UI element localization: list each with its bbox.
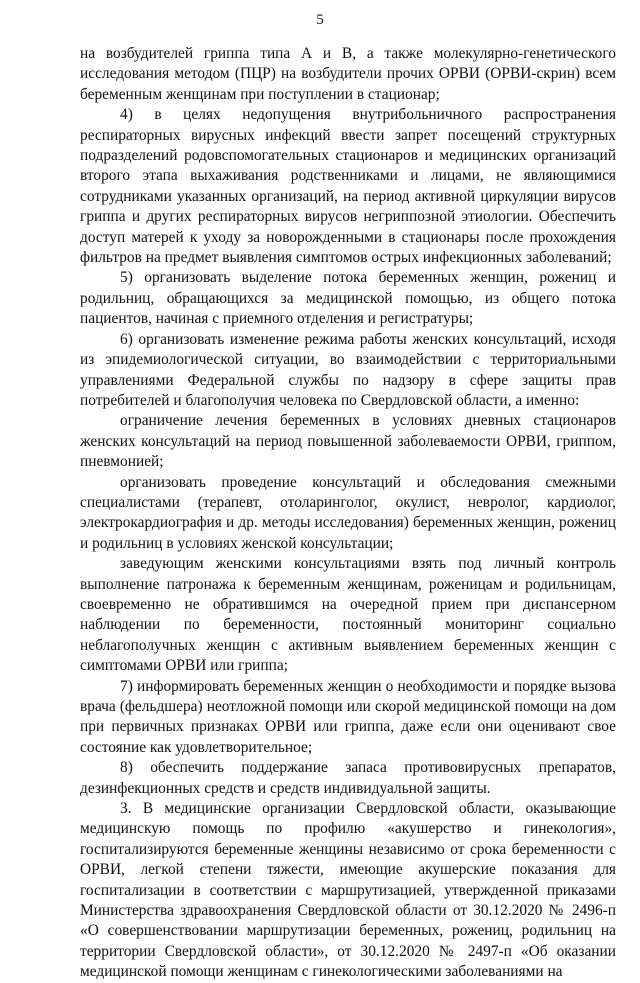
paragraph-item-6: 6) организовать изменение режима работы женских консультаций, исходя из эпидемиологической ситуации, во взаимодействии с территориальными управлениями Федеральной службы по надзору в сфере защиты прав потребителей и благополучия человека по Свердловской области, а именно: (80, 330, 616, 409)
paragraph-item-8: 8) обеспечить поддержание запаса противовирусных препаратов, дезинфекционных средств и средств индивидуальной защиты. (80, 759, 616, 797)
paragraph-item-4: 4) в целях недопущения внутрибольничного распространения респираторных вирусных инфекций ввести запрет посещений структурных подразделений родовспомогательных стационаров и медицинских организаций второго этапа выхаживания родственниками и лицами, не являющимися сотрудниками указанных организаций, на период активной циркуляции вирусов гриппа и других респираторных вирусов негриппозной этиологии. Обеспечить доступ матерей к уходу за новорожденными в стационары после прохождения фильтров на предмет выявления симптомов острых инфекционных заболеваний; (80, 106, 616, 267)
page-number: 5 (316, 12, 324, 28)
paragraph-item-7: 7) информировать беременных женщин о необходимости и порядке вызова врача (фельдшера) неотложной помощи или скорой медицинской помощи на дом при первичных признаках ОРВИ или гриппа, даже если они оценивают свое состояние как удовлетворительное; (80, 677, 616, 756)
paragraph-continuation: на возбудителей гриппа типа А и В, а также молекулярно-генетического исследования методом (ПЦР) на возбудители прочих ОРВИ (ОРВИ-скрин) всем беременным женщинам при поступлении в стационар; (80, 45, 616, 103)
paragraph-item-6-sub-2: организовать проведение консультаций и обследования смежными специалистами (терапевт, отоларинголог, окулист, невролог, кардиолог, электрокардиография и др. методы исследования) беременных женщин, рожениц и родильниц в условиях женской консультации; (80, 473, 616, 552)
document-body (80, 44, 616, 983)
paragraph-item-5: 5) организовать выделение потока беременных женщин, рожениц и родильниц, обращающихся за медицинской помощью, из общего потока пациентов, начиная с приемного отделения и регистратуры; (80, 269, 616, 328)
paragraph-item-6-sub-3: заведующим женскими консультациями взять под личный контроль выполнение патронажа к беременным женщинам, роженицам и родильницам, своевременно не обратившимся на очередной прием при диспансерном наблюдении по беременности, постоянный мониторинг социально неблагополучных женщин с активным выявлением беременных женщин с симптомами ОРВИ или гриппа; (80, 555, 616, 675)
paragraph-section-3: 3. В медицинские организации Свердловской области, оказывающие медицинскую помощь по профилю «акушерство и гинекология», госпитализируются беременные женщины независимо от срока беременности с ОРВИ, легкой степени тяжести, имеющие акушерские показания для госпитализации в соответствии с маршрутизацией, утвержденной приказами Министерства здравоохранения Свердловской области от 30.12.2020 № 2496-п «О совершенствовании маршрутизации беременных, рожениц, родильниц на территории Свердловской области», от 30.12.2020 № 2497-п «Об оказании медицинской помощи женщинам с гинекологическими заболеваниями на (80, 800, 616, 981)
paragraph-item-6-sub-1: ограничение лечения беременных в условиях дневных стационаров женских консультаций на период повышенной заболеваемости ОРВИ, гриппом, пневмонией; (80, 412, 616, 471)
